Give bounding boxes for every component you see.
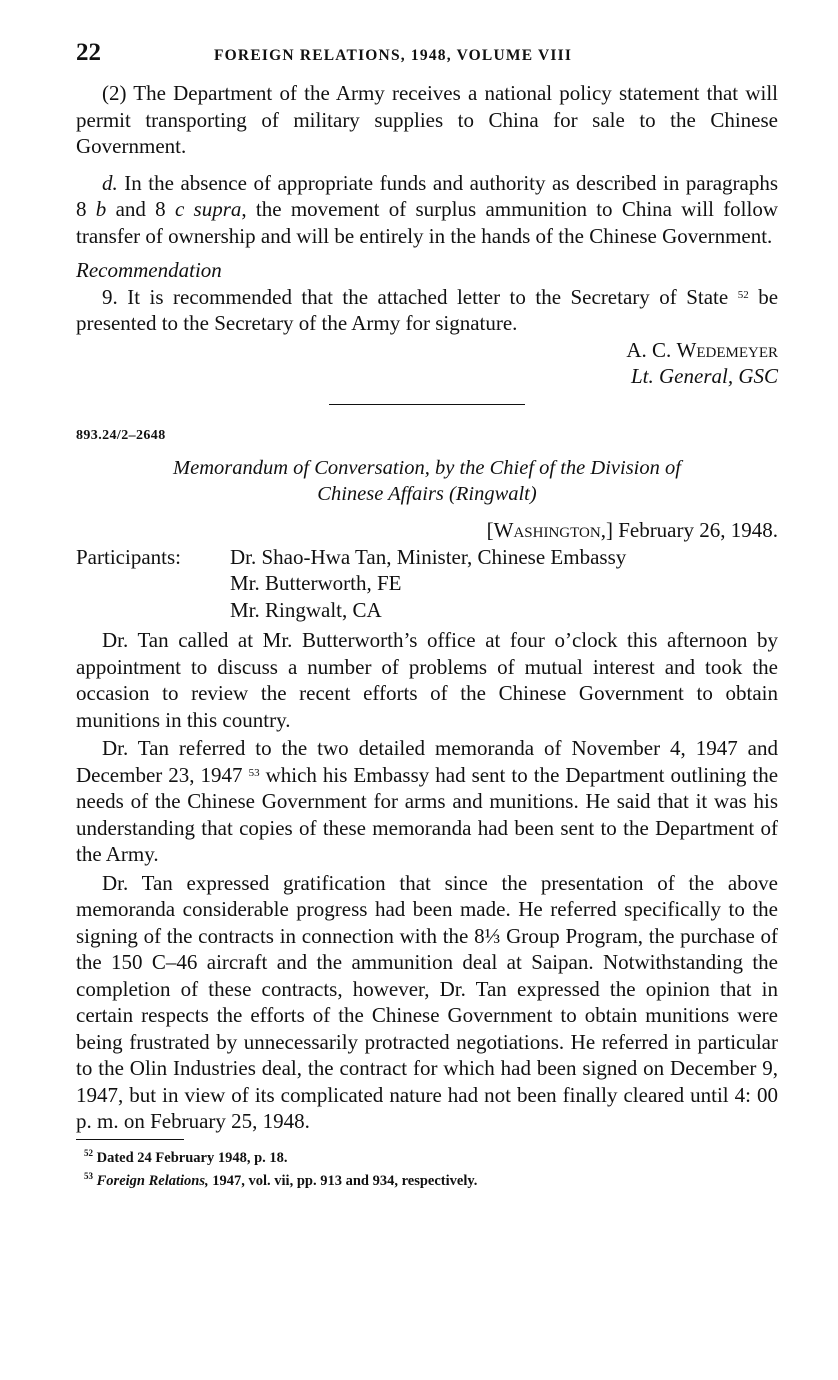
footnote-divider <box>76 1139 184 1140</box>
page-number: 22 <box>76 39 101 66</box>
participants-label: Participants: <box>76 544 181 569</box>
paragraph-d-text-1: In the absence of appropriate funds and authority as described in paragraphs 8 <box>76 170 778 221</box>
footnote-ref-52[interactable]: 52 <box>737 288 749 301</box>
dateline-place: [Washington,] <box>486 518 613 542</box>
page <box>76 40 778 1191</box>
signature-title: Lt. General, GSC <box>631 364 778 388</box>
footnote-text: Dated 24 February 1948, p. 18. <box>96 1149 288 1166</box>
memo-paragraph-2-text-a: Dr. Tan referred to the two detailed memoranda of November 4, 1947 and December 23, 1947 <box>76 736 778 787</box>
footnote-item <box>84 1144 778 1168</box>
file-number: 893.24/2–2648 <box>76 427 166 443</box>
signature-initials: A. C. <box>626 337 672 362</box>
memo-paragraph-2 <box>76 735 778 868</box>
footnote-ref-53[interactable]: 53 <box>248 766 260 779</box>
participants-block <box>76 544 778 624</box>
footnote-marker: 52 <box>84 1147 93 1158</box>
dateline <box>76 517 778 544</box>
footnote-text: 1947, vol. vii, pp. 913 and 934, respectively. <box>212 1173 478 1190</box>
running-head: FOREIGN RELATIONS, 1948, VOLUME VIII <box>214 47 573 64</box>
document-title-line-1: Memorandum of Conversation, by the Chief of the Division of <box>173 457 681 479</box>
paragraph-d-text-2: and 8 <box>115 197 166 221</box>
participant-item: Mr. Ringwalt, CA <box>230 597 382 622</box>
signature-name <box>76 337 778 364</box>
signature-surname: Wedemeyer <box>676 337 778 362</box>
dateline-date: February 26, 1948. <box>618 518 778 542</box>
section-divider <box>329 404 525 405</box>
paragraph-9-text-b: be presented to the Secretary of the Army for signature. <box>76 284 779 335</box>
memo-paragraph-3: Dr. Tan expressed gratification that since the presentation of the above memoranda considerable progress had been made. He referred specifically to the signing of the contracts in connection with the 8⅓ Group Program, the purchase of the 150 C–46 aircraft and the ammunition deal at Saipan. Notwithstanding the completion of these contracts, however, Dr. Tan expressed the opinion that in certain respects the efforts of the Chinese Government to obtain munitions were being frustrated by unnecessarily protracted negotiations. He referred in particular to the Olin Industries deal, the contract for which had been signed on December 9, 1947, but in view of its complicated nature had not been finally cleared until 4: 00 p. m. on February 25, 1948. <box>76 870 778 1133</box>
participants-list <box>230 544 778 624</box>
memo-paragraph-2-text-b: which his Embassy had sent to the Department outlining the needs of the Chinese Government for arms and munitions. He said that it was his understanding that copies of these memoranda had been sent to the Department of the Army. <box>76 762 779 866</box>
paragraph-2: (2) The Department of the Army receives a national policy statement that will permit transporting of military supplies to China for sale to the Chinese Government. <box>76 81 778 158</box>
footnote-italic: Foreign Relations, <box>96 1173 209 1190</box>
signature-block <box>76 337 778 390</box>
paragraph-d-b: b <box>95 197 107 221</box>
paragraph-d-text-3: , the movement of surplus ammunition to China will follow transfer of ownership and will be entirely in the hands of the Chinese Government. <box>76 197 779 248</box>
participant-item: Dr. Shao-Hwa Tan, Minister, Chinese Embassy <box>230 544 627 569</box>
memo-paragraph-1: Dr. Tan called at Mr. Butterworth’s office at four o’clock this afternoon by appointment to discuss a number of problems of mutual interest and took the occasion to review the recent efforts of the Chinese Government to obtain munitions in this country. <box>76 628 778 732</box>
recommendation-heading: Recommendation <box>76 258 222 282</box>
paragraph-d-label: d. <box>102 170 118 195</box>
footnote-marker: 53 <box>84 1171 93 1182</box>
document-title-line-2: Chinese Affairs (Ringwalt) <box>317 483 537 505</box>
page-header <box>76 40 778 80</box>
paragraph-9-text-a: 9. It is recommended that the attached letter to the Secretary of State <box>102 284 729 309</box>
paragraph-d <box>76 170 778 250</box>
footnotes <box>76 1144 778 1192</box>
paragraph-d-c: c supra <box>174 197 242 221</box>
paragraph-9 <box>76 284 778 337</box>
footnote-item <box>84 1167 778 1191</box>
participant-item: Mr. Butterworth, FE <box>230 571 402 595</box>
document-title <box>76 455 778 507</box>
